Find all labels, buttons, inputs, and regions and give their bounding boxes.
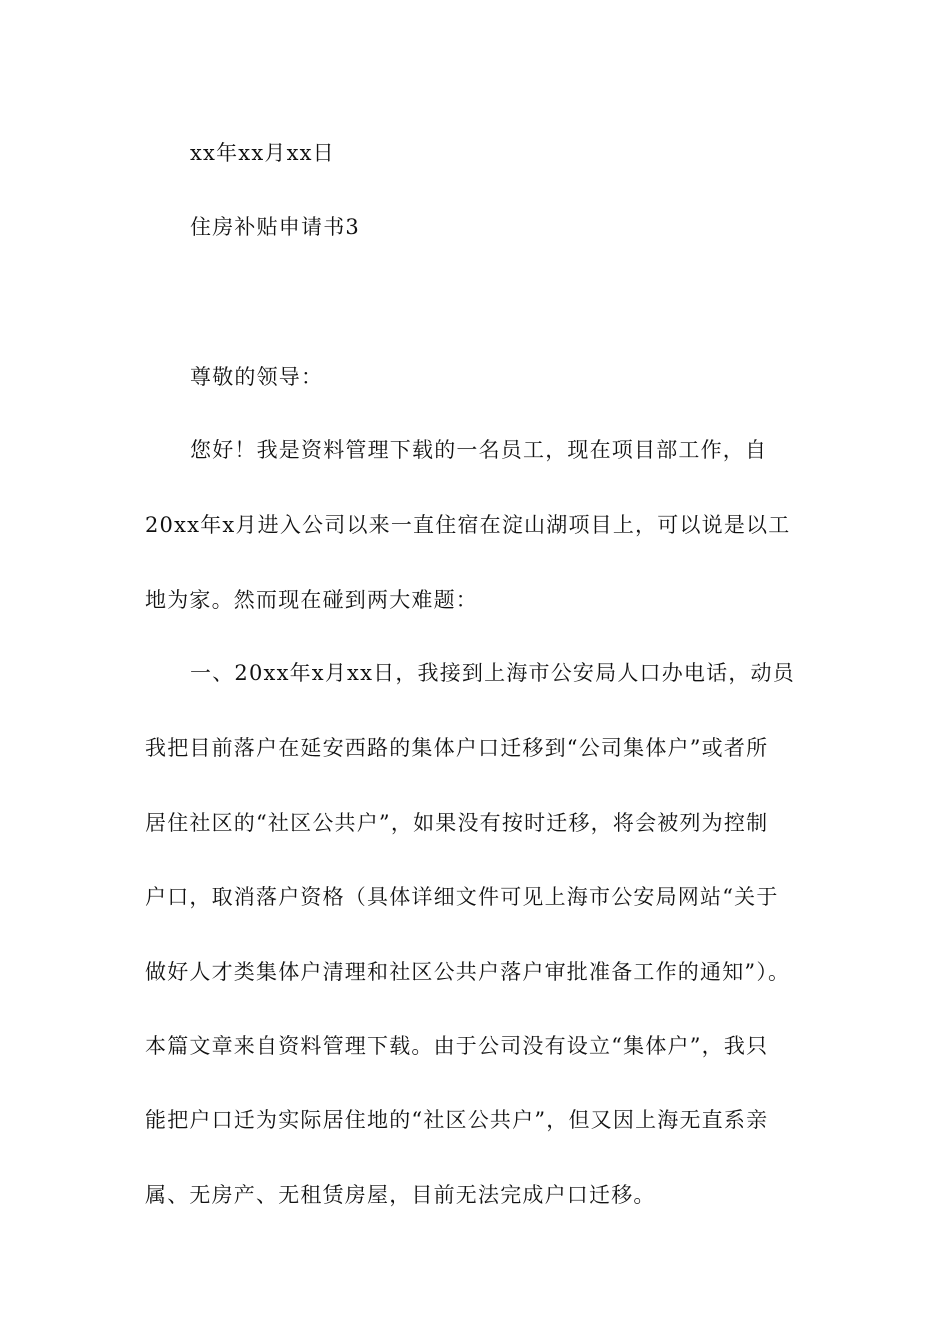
paragraph-2-line-1: 一、20xx年x月xx日，我接到上海市公安局人口办电话，动员 bbox=[190, 661, 795, 685]
document-title: 住房补贴申请书3 bbox=[190, 215, 360, 239]
paragraph-1-line-1: 您好！我是资料管理下载的一名员工，现在项目部工作，自 bbox=[190, 438, 768, 462]
paragraph-1-line-2: 20xx年x月进入公司以来一直住宿在淀山湖项目上，可以说是以工 bbox=[145, 513, 791, 537]
salutation: 尊敬的领导： bbox=[190, 365, 324, 389]
paragraph-2-line-8: 属、无房产、无租赁房屋，目前无法完成户口迁移。 bbox=[145, 1183, 656, 1207]
paragraph-2-line-6: 本篇文章来自资料管理下载。由于公司没有设立“集体户”，我只 bbox=[145, 1034, 769, 1058]
paragraph-1-line-3: 地为家。然而现在碰到两大难题： bbox=[145, 588, 478, 612]
paragraph-2-line-2: 我把目前落户在延安西路的集体户口迁移到“公司集体户”或者所 bbox=[145, 736, 769, 760]
paragraph-2-line-5: 做好人才类集体户清理和社区公共户落户审批准备工作的通知”）。 bbox=[145, 960, 791, 984]
paragraph-2-line-3: 居住社区的“社区公共户”，如果没有按时迁移，将会被列为控制 bbox=[145, 811, 769, 835]
paragraph-2-line-7: 能把户口迁为实际居住地的“社区公共户”，但又因上海无直系亲 bbox=[145, 1108, 769, 1132]
document-date: xx年xx月xx日 bbox=[190, 141, 335, 165]
paragraph-2-line-4: 户口，取消落户资格（具体详细文件可见上海市公安局网站“关于 bbox=[145, 885, 779, 909]
